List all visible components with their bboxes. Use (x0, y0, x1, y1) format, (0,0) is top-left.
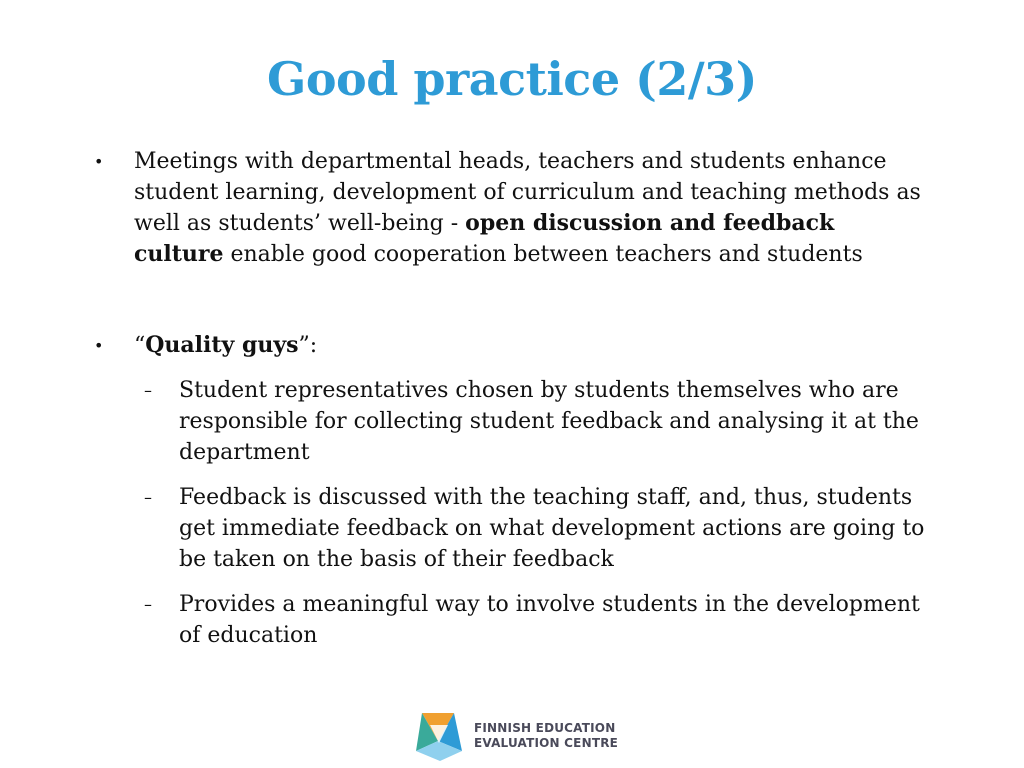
slide-content (88, 146, 928, 651)
quote-close: ”: (298, 333, 318, 358)
dash-marker: – (144, 488, 152, 507)
bullet-bold-text: open discussion and feedback culture (134, 210, 835, 267)
sub-item (134, 482, 928, 575)
bullet-bold-text: Quality guys (145, 332, 299, 358)
logo-line-1: FINNISH EDUCATION (474, 721, 616, 735)
logo-text (474, 721, 618, 751)
dash-marker: – (144, 595, 152, 614)
bullet-item-quality-guys (88, 330, 928, 651)
sub-item (134, 375, 928, 468)
bullet-marker: • (94, 152, 104, 171)
karvi-triangle-logo-icon (414, 711, 464, 763)
sub-item-text: Student representatives chosen by students themselves who are responsible for collecting student feedback and analysing it at the department (179, 378, 919, 465)
bullet-marker: • (94, 336, 104, 355)
logo-line-2: EVALUATION CENTRE (474, 736, 619, 750)
bullet-item-meetings (88, 146, 928, 270)
bullet-text-end: enable good cooperation between teachers and students (223, 242, 863, 267)
sub-item-text: Feedback is discussed with the teaching staff, and, thus, students get immediate feedback on what development actions are going to be taken on the basis of their feedback (179, 485, 925, 572)
bullet-text: Meetings with departmental heads, teachers and students enhance student learning, development of curriculum and teaching methods as well as students’ well-being - (134, 149, 921, 236)
dash-marker: – (144, 381, 152, 400)
quote-open: “ (134, 333, 146, 358)
slide-title: Good practice (2/3) (267, 52, 757, 106)
karvi-logo (414, 711, 619, 763)
sub-item (134, 589, 928, 651)
sub-item-text: Provides a meaningful way to involve students in the development of education (179, 592, 920, 648)
